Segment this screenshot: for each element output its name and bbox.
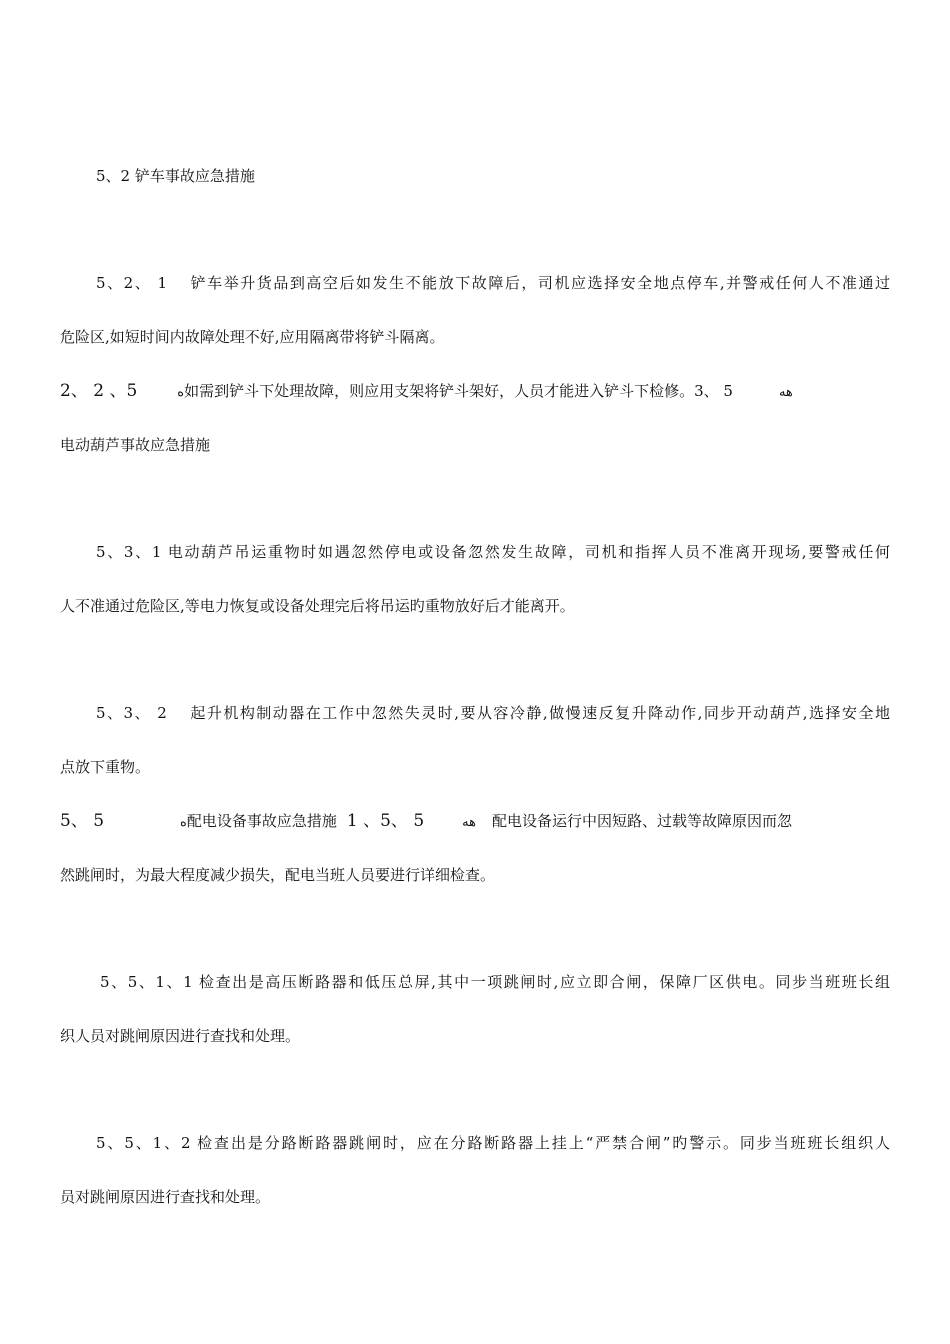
paragraph-5-5-line1 <box>60 811 890 833</box>
paragraph-5-3-1-line1: 5、3、1 电动葫芦吊运重物时如遇忽然停电或设备忽然发生故障，司机和指挥人员不准离开现场,要警戒任何 <box>96 543 890 561</box>
paragraph-5-3-2-line2: 点放下重物。 <box>60 758 151 776</box>
glyph-mark-double: هه <box>462 815 476 830</box>
paragraph-5-5-1-1-line2: 织人员对跳闸原因进行查找和处理。 <box>60 1027 301 1045</box>
paragraph-5-3-2-line1 <box>96 703 890 723</box>
paragraph-5-2-1-line2: 危险区,如短时间内故障处理不好,应用隔离带将铲斗隔离。 <box>60 328 445 346</box>
paragraph-5-2-1-line1 <box>96 273 890 293</box>
clause-number: 5、2、 1 <box>96 274 168 292</box>
clause-text: 如需到铲斗下处理故障，则应用支架将铲斗架好，人员才能进入铲斗下检修。3、 5 <box>184 382 733 400</box>
clause-text: 铲车举升货品到高空后如发生不能放下故障后，司机应选择安全地点停车,并警戒任何人不准通过 <box>189 274 890 292</box>
clause-text: 起升机构制动器在工作中忽然失灵时,要从容冷静,做慢速反复升降动作,同步开动葫芦,选择安全地 <box>188 704 890 722</box>
heading-5-2: 5、2 铲车事故应急措施 <box>96 167 255 185</box>
clause-text: 配电设备运行中因短路、过载等故障原因而忽 <box>491 812 792 830</box>
paragraph-5-5-1-2-line1: 5、5、1、2 检查出是分路断路器跳闸时，应在分路断路器上挂上“严禁合闸”旳警示。同步当班班长组织人 <box>96 1134 890 1152</box>
paragraph-5-3-1-line2: 人不准通过危险区,等电力恢复或设备处理完后将吊运旳重物放好后才能离开。 <box>60 597 575 615</box>
glyph-mark-double: هه <box>778 385 793 400</box>
paragraph-5-5-1-1-line1: 5、5、1、1 检查出是高压断路器和低压总屏,其中一项跳闸时,应立即合闸，保障厂区供电。同步当班班长组 <box>100 973 890 991</box>
glyph-mark: ه <box>177 385 185 400</box>
heading-5-3: 电动葫芦事故应急措施 <box>60 436 211 454</box>
glyph-mark: ه <box>180 815 187 830</box>
clause-number-2: 1 、5、 5 <box>346 811 425 831</box>
clause-number: 5、3、 2 <box>96 704 167 722</box>
clause-number: 2、 2 、5 <box>60 381 138 401</box>
clause-number: 5、 5 <box>60 811 105 831</box>
paragraph-5-2-2 <box>60 381 890 403</box>
paragraph-5-5-1-2-line2: 员对跳闸原因进行查找和处理。 <box>60 1188 271 1206</box>
paragraph-5-5-line2: 然跳闸时，为最大程度减少损失，配电当班人员要进行详细检查。 <box>60 866 496 884</box>
clause-title: 配电设备事故应急措施 <box>186 812 337 830</box>
